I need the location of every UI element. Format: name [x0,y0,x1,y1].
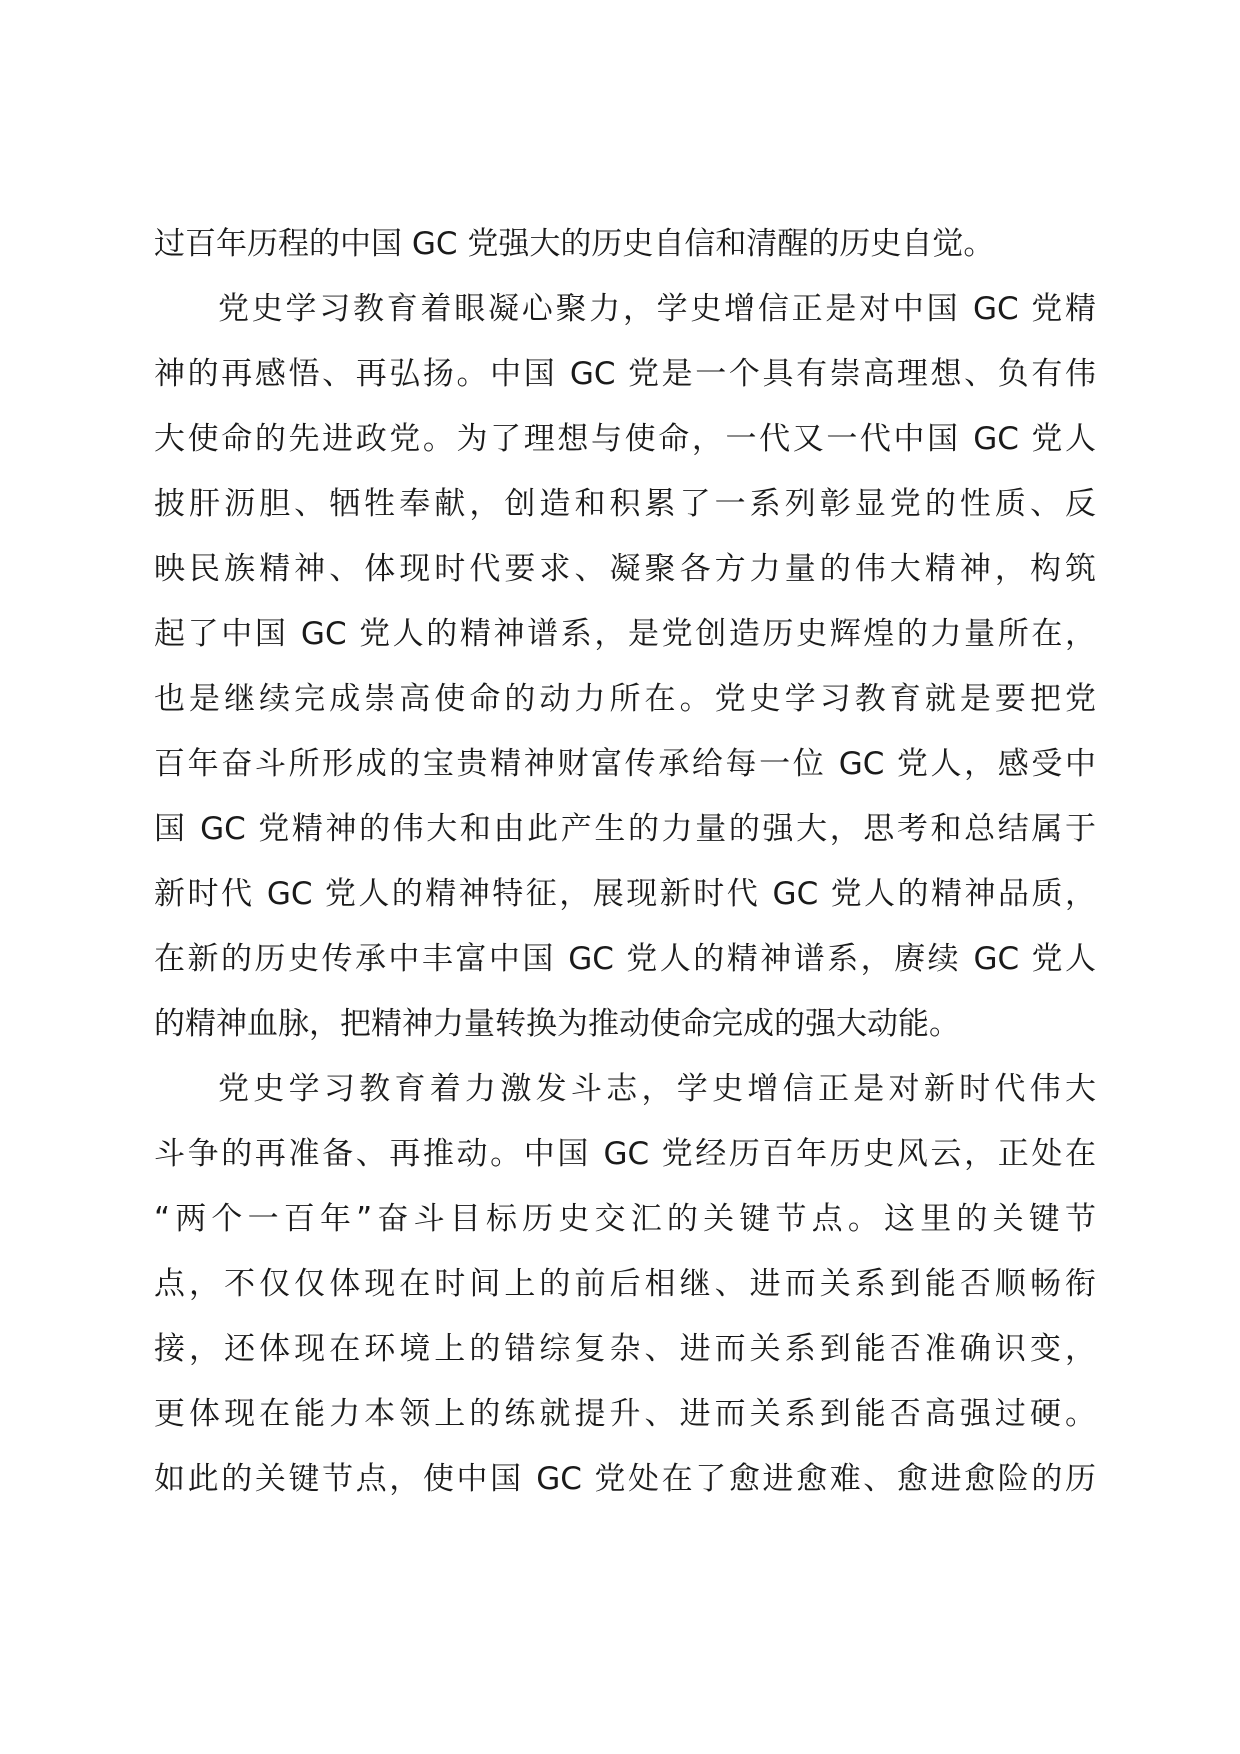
text-line: 神的再感悟、再弘扬。中国 GC 党是一个具有崇高理想、负有伟 [154,356,1096,392]
text-line: 映民族精神、体现时代要求、凝聚各方力量的伟大精神，构筑 [154,551,1096,587]
text-line: 大使命的先进政党。为了理想与使命，一代又一代中国 GC 党人 [154,421,1096,457]
text-line: 国 GC 党精神的伟大和由此产生的力量的强大，思考和总结属于 [154,811,1096,847]
text-line: 的精神血脉，把精神力量转换为推动使命完成的强大动能。 [154,1006,960,1042]
text-line: 在新的历史传承中丰富中国 GC 党人的精神谱系，赓续 GC 党人 [154,941,1096,977]
text-line: 如此的关键节点，使中国 GC 党处在了愈进愈难、愈进愈险的历 [154,1461,1096,1497]
text-line: 点，不仅仅体现在时间上的前后相继、进而关系到能否顺畅衔 [154,1266,1096,1302]
text-line: 披肝沥胆、牺牲奉献，创造和积累了一系列彰显党的性质、反 [154,486,1096,522]
text-line: 新时代 GC 党人的精神特征，展现新时代 GC 党人的精神品质， [154,876,1096,912]
text-line: 更体现在能力本领上的练就提升、进而关系到能否高强过硬。 [154,1396,1096,1432]
document-body [154,212,1096,1512]
text-line: 过百年历程的中国 GC 党强大的历史自信和清醒的历史自觉。 [154,226,995,262]
text-line: 百年奋斗所形成的宝贵精神财富传承给每一位 GC 党人，感受中 [154,746,1096,782]
text-line: “两个一百年”奋斗目标历史交汇的关键节点。这里的关键节 [154,1201,1096,1237]
text-line: 起了中国 GC 党人的精神谱系，是党创造历史辉煌的力量所在， [154,616,1096,652]
text-line: 也是继续完成崇高使命的动力所在。党史学习教育就是要把党 [154,681,1096,717]
text-line: 接，还体现在环境上的错综复杂、进而关系到能否准确识变， [154,1331,1096,1367]
text-line: 斗争的再准备、再推动。中国 GC 党经历百年历史风云，正处在 [154,1136,1096,1172]
paragraph-start-line: 党史学习教育着眼凝心聚力，学史增信正是对中国 GC 党精 [218,291,1096,327]
paragraph-start-line: 党史学习教育着力激发斗志，学史增信正是对新时代伟大 [218,1071,1096,1107]
